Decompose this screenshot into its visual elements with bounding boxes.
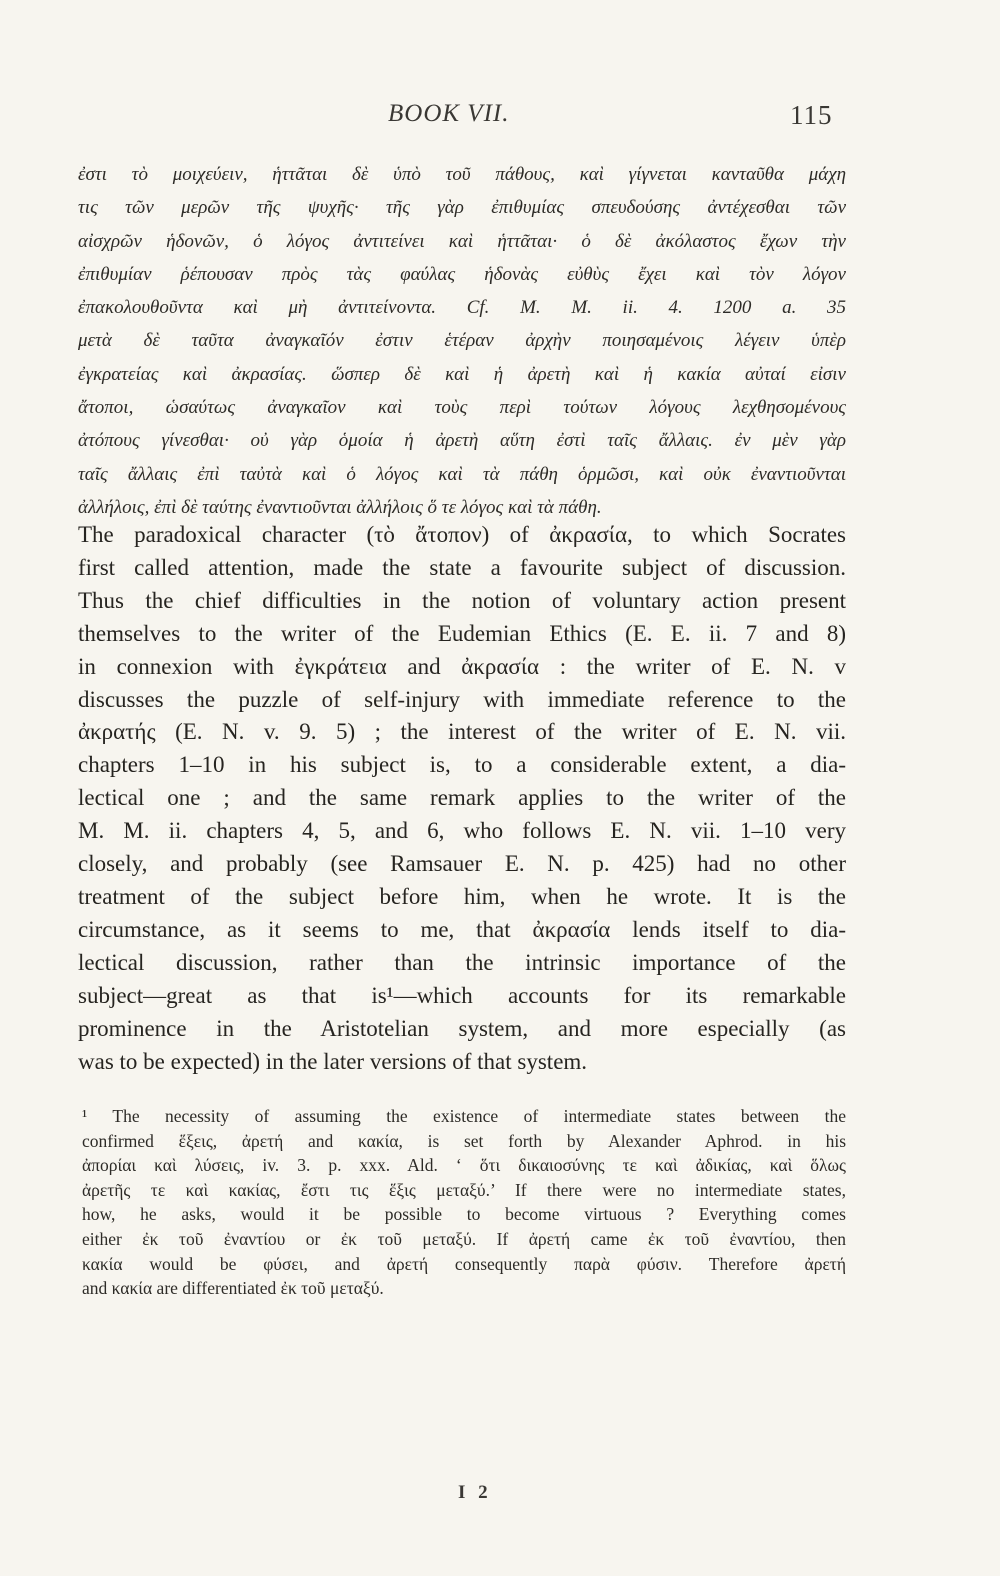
- body-line: subject—great as that is¹—which accounts for its remarkable: [78, 982, 846, 1008]
- footnote: [82, 1104, 846, 1301]
- greek-line: ταῖς ἄλλαις ἐπὶ ταὐτὰ καὶ ὁ λόγος καὶ τὰ πάθη ὁρμῶσι, καὶ οὐκ ἐναντιοῦνται: [78, 463, 846, 485]
- greek-line: ἐπιθυμίαν ῥέπουσαν πρὸς τὰς φαύλας ἡδονὰς εὐθὺς ἔχει καὶ τὸν λόγον: [78, 263, 846, 285]
- body-line: prominence in the Aristotelian system, and more especially (as: [78, 1015, 846, 1041]
- body-line: lectical one ; and the same remark applies to the writer of the: [78, 785, 846, 811]
- greek-line: ἐστι τὸ μοιχεύειν, ἡττᾶται δὲ ὑπὸ τοῦ πάθους, καὶ γίγνεται κανταῦθα μάχη: [78, 164, 846, 185]
- body-line: in connexion with ἐγκράτεια and ἀκρασία : the writer of E. N. v: [78, 653, 846, 679]
- greek-line: ἐγκρατείας καὶ ἀκρασίας. ὥσπερ δὲ καὶ ἡ ἀρετὴ καὶ ἡ κακία αὐταί εἰσιν: [78, 363, 846, 385]
- greek-line: ἄτοποι, ὡσαύτως ἀναγκαῖον καὶ τοὺς περὶ τούτων λόγους λεχθησομένους: [78, 397, 846, 419]
- footnote-line: ἀρετῆς τε καὶ κακίας, ἔστι τις ἕξις μεταξύ.’ If there were no intermediate states,: [82, 1179, 846, 1200]
- footnote-line: either ἐκ τοῦ ἐναντίου or ἐκ τοῦ μεταξύ. If ἀρετή came ἐκ τοῦ ἐναντίου, then: [82, 1228, 846, 1249]
- body-line: ἀκρατής (E. N. v. 9. 5) ; the interest of the writer of E. N. vii.: [78, 719, 846, 745]
- running-title: BOOK VII.: [388, 100, 510, 127]
- footnote-line: and κακία are differentiated ἐκ τοῦ μεταξύ.: [82, 1278, 384, 1299]
- greek-line: αἰσχρῶν ἡδονῶν, ὁ λόγος ἀντιτείνει καὶ ἡττᾶται· ὁ δὲ ἀκόλαστος ἔχων τὴν: [78, 230, 846, 252]
- body-line: treatment of the subject before him, when he wrote. It is the: [78, 883, 846, 909]
- body-line: chapters 1–10 in his subject is, to a considerable extent, a dia-: [78, 752, 846, 778]
- footnote-line: ¹ The necessity of assuming the existence of intermediate states between the: [82, 1106, 846, 1126]
- body-line: closely, and probably (see Ramsauer E. N. p. 425) had no other: [78, 851, 846, 877]
- body-line: discusses the puzzle of self-injury with immediate reference to the: [78, 686, 846, 712]
- body-line: lectical discussion, rather than the intrinsic importance of the: [78, 949, 846, 975]
- greek-line: τις τῶν μερῶν τῆς ψυχῆς· τῆς γὰρ ἐπιθυμίας σπευδούσης ἀντέχεσθαι τῶν: [78, 197, 846, 219]
- greek-quotation: [78, 158, 846, 524]
- body-line: The paradoxical character (τὸ ἄτοπον) of ἀκρασία, to which Socrates: [78, 522, 846, 547]
- body-paragraph: [78, 519, 846, 1078]
- body-line: M. M. ii. chapters 4, 5, and 6, who follows E. N. vii. 1–10 very: [78, 818, 846, 844]
- body-line: themselves to the writer of the Eudemian Ethics (E. E. ii. 7 and 8): [78, 620, 846, 646]
- body-line: was to be expected) in the later versions of that system.: [78, 1048, 588, 1074]
- signature-mark: I 2: [458, 1482, 492, 1503]
- greek-line: ἀτόπους γίνεσθαι· οὐ γὰρ ὁμοία ἡ ἀρετὴ αὕτη ἐστὶ ταῖς ἄλλαις. ἐν μὲν γὰρ: [78, 430, 846, 452]
- greek-line: ἀλλήλοις, ἐπὶ δὲ ταύτης ἐναντιοῦνται ἀλλήλοις ὅ τε λόγος καὶ τὰ πάθη.: [78, 496, 602, 518]
- greek-line: μετὰ δὲ ταῦτα ἀναγκαῖόν ἐστιν ἑτέραν ἀρχὴν ποιησαμένοις λέγειν ὑπὲρ: [78, 330, 846, 352]
- body-line: Thus the chief difficulties in the notion of voluntary action present: [78, 587, 846, 613]
- greek-line: ἐπακολουθοῦντα καὶ μὴ ἀντιτείνοντα. Cf. M. M. ii. 4. 1200 a. 35: [78, 297, 846, 319]
- body-line: first called attention, made the state a favourite subject of discussion.: [78, 554, 846, 580]
- footnote-line: confirmed ἕξεις, ἀρετή and κακία, is set forth by Alexander Aphrod. in his: [82, 1130, 846, 1151]
- body-line: circumstance, as it seems to me, that ἀκρασία lends itself to dia-: [78, 916, 846, 942]
- footnote-line: ἀπορίαι καὶ λύσεις, iv. 3. p. xxx. Ald. ‘ ὅτι δικαιοσύνης τε καὶ ἀδικίας, καὶ ὅλως: [82, 1155, 846, 1176]
- footnote-line: κακία would be φύσει, and ἀρετή consequently παρὰ φύσιν. Therefore ἀρετή: [82, 1253, 846, 1274]
- page-number: 115: [790, 100, 833, 130]
- footnote-line: how, he asks, would it be possible to become virtuous ? Everything comes: [82, 1204, 846, 1225]
